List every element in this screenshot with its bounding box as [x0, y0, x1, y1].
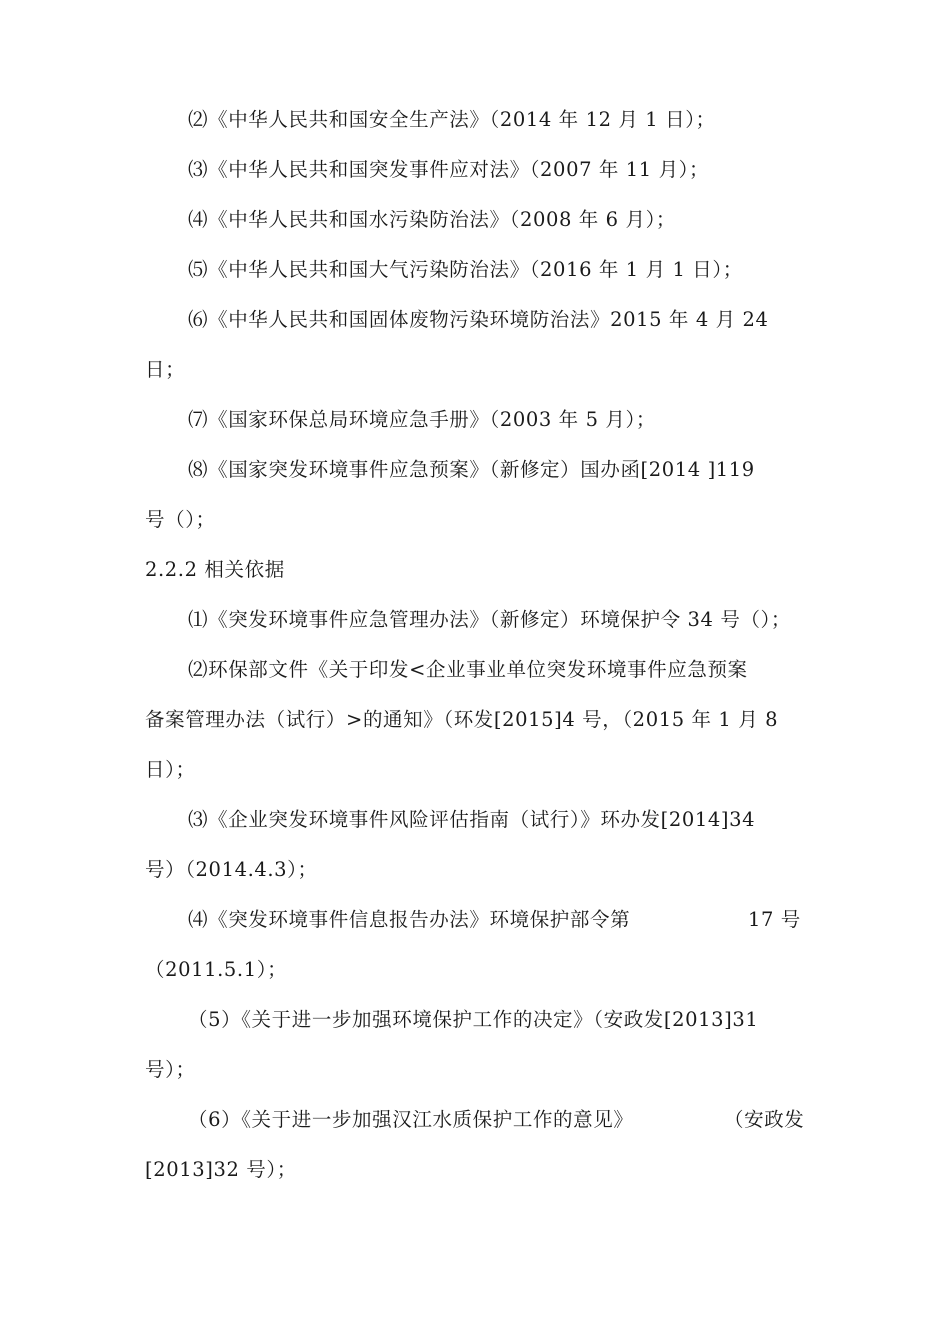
- list-item: [0, 102, 950, 138]
- list-item-continuation: [0, 1152, 950, 1188]
- list-item: [0, 1002, 950, 1038]
- item-info-report-cont: （2011.5.1）；: [145, 958, 288, 981]
- list-item: [0, 302, 950, 338]
- list-item: [0, 452, 950, 488]
- list-item-continuation: [0, 952, 950, 988]
- item-env-protection-decision: （5）《关于进一步加强环境保护工作的决定》（安政发[2013]31: [188, 1008, 759, 1031]
- item-law-safety-production: ⑵《中华人民共和国安全生产法》（2014 年 12 月 1 日）；: [188, 108, 716, 131]
- section-heading: [0, 552, 950, 588]
- item-law-air-pollution: ⑸《中华人民共和国大气污染防治法》（2016 年 1 月 1 日）；: [188, 258, 743, 281]
- list-item-continuation: [0, 852, 950, 888]
- item-info-report-number: 17 号: [748, 908, 801, 931]
- item-filing-notice-cont-2: 日）；: [145, 758, 196, 781]
- list-item: [0, 802, 950, 838]
- item-national-emergency-plan: ⑻《国家突发环境事件应急预案》（新修定）国办函[2014 ]119: [188, 458, 755, 481]
- item-hanjiang-water-opinion: （6）《关于进一步加强汉江水质保护工作的意见》: [188, 1108, 634, 1131]
- item-env-protection-decision-cont: 号）；: [145, 1058, 196, 1081]
- list-item: [0, 152, 950, 188]
- item-info-report-measures: ⑷《突发环境事件信息报告办法》环境保护部令第: [188, 908, 631, 931]
- list-item-continuation: [0, 1052, 950, 1088]
- item-hanjiang-water-opinion-cont: [2013]32 号）；: [145, 1158, 297, 1181]
- item-filing-notice: ⑵环保部文件《关于印发<企业事业单位突发环境事件应急预案: [188, 658, 748, 681]
- list-item: [0, 652, 950, 688]
- item-law-solid-waste: ⑹《中华人民共和国固体废物污染环境防治法》2015 年 4 月 24: [188, 308, 769, 331]
- item-law-emergency-response: ⑶《中华人民共和国突发事件应对法》（2007 年 11 月）；: [188, 158, 710, 181]
- section-title-related-basis: 2.2.2 相关依据: [145, 558, 285, 581]
- item-filing-notice-cont-1: 备案管理办法（试行）>的通知》（环发[2015]4 号，（2015 年 1 月 8: [145, 708, 779, 731]
- list-item-continuation: [0, 352, 950, 388]
- list-item: [0, 252, 950, 288]
- list-item: [0, 1102, 950, 1138]
- list-item: [0, 402, 950, 438]
- list-item: [0, 902, 950, 938]
- item-risk-assessment-guide-cont: 号）（2014.4.3）；: [145, 858, 318, 881]
- list-item: [0, 602, 950, 638]
- list-item: [0, 202, 950, 238]
- item-law-solid-waste-cont: 日；: [145, 358, 186, 381]
- list-item-continuation: [0, 752, 950, 788]
- item-hanjiang-water-opinion-ref: （安政发: [724, 1108, 805, 1131]
- item-emergency-handbook: ⑺《国家环保总局环境应急手册》（2003 年 5 月）；: [188, 408, 656, 431]
- list-item-continuation: [0, 502, 950, 538]
- item-risk-assessment-guide: ⑶《企业突发环境事件风险评估指南（试行）》环办发[2014]34: [188, 808, 756, 831]
- list-item-continuation: [0, 702, 950, 738]
- item-emergency-management-measures: ⑴《突发环境事件应急管理办法》（新修定）环境保护令 34 号（）；: [188, 608, 792, 631]
- item-law-water-pollution: ⑷《中华人民共和国水污染防治法》（2008 年 6 月）；: [188, 208, 677, 231]
- item-national-emergency-plan-cont: 号（）；: [145, 508, 216, 531]
